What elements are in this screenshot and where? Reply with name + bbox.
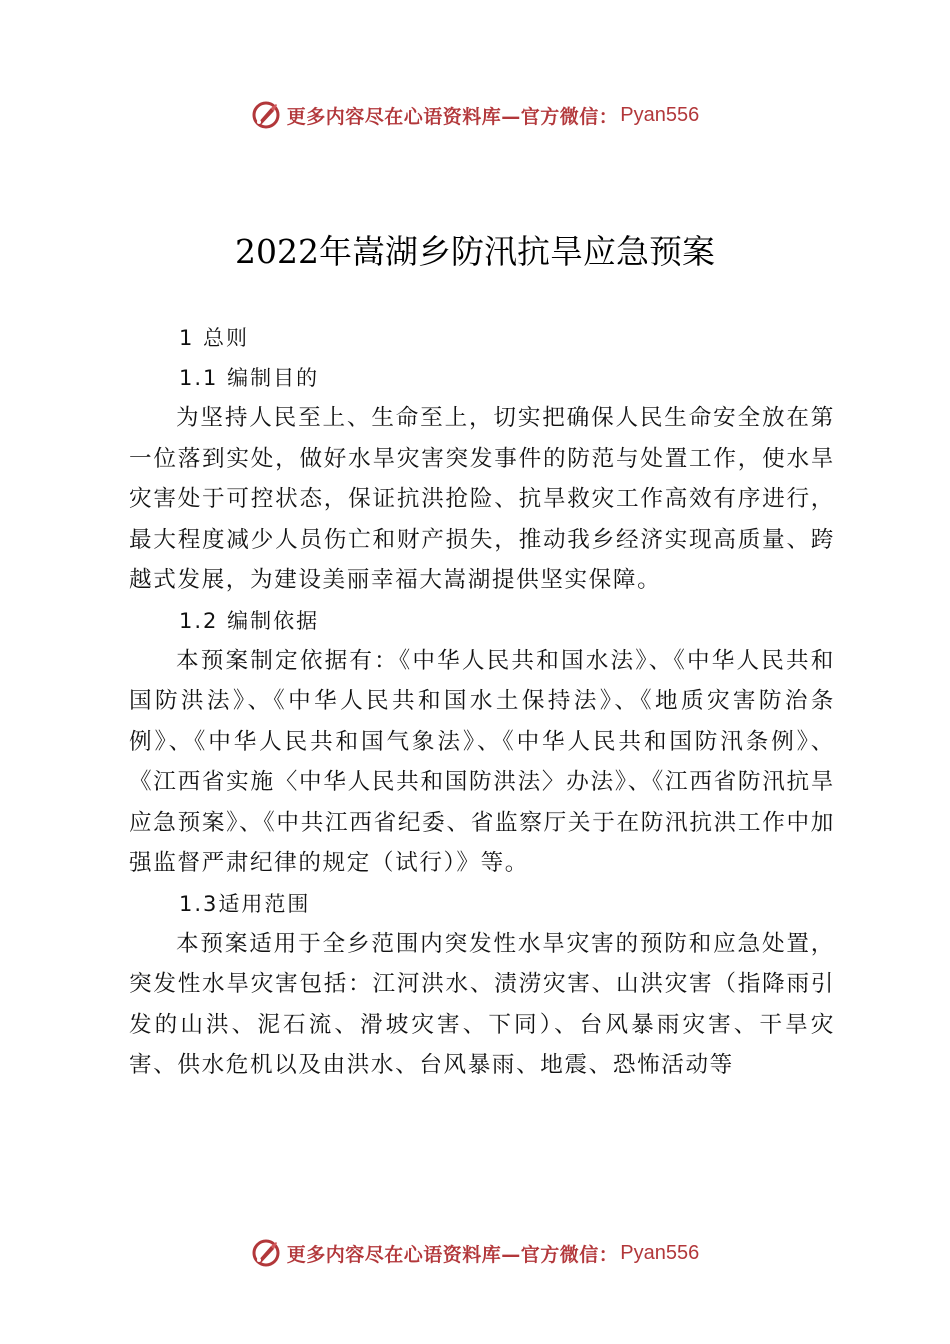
section-heading-basis: 1.2 编制依据 — [179, 608, 320, 633]
document-title: 2022年嵩湖乡防汛抗旱应急预案 — [235, 232, 715, 271]
banner-wechat-id: Pyan556 — [620, 1241, 700, 1264]
banner-text: 更多内容尽在心语资料库—官方微信： — [286, 1243, 619, 1266]
pen-logo-icon — [251, 1238, 281, 1268]
pen-logo-icon — [251, 100, 281, 130]
section-heading-general: 1 总则 — [179, 326, 250, 350]
document-body — [129, 318, 835, 1086]
banner-text: 更多内容尽在心语资料库—官方微信： — [286, 105, 619, 128]
header-banner — [0, 95, 950, 135]
paragraph-scope: 本预案适用于全乡范围内突发性水旱灾害的预防和应急处置，突发性水旱灾害包括：江河洪水、渍涝灾害、山洪灾害（指降雨引发的山洪、泥石流、滑坡灾害、下同）、台风暴雨灾害、干旱灾害、供水危机以及由洪水、台风暴雨、地震、恐怖活动等 — [129, 930, 835, 1078]
banner-wechat-id: Pyan556 — [620, 103, 700, 126]
section-heading-scope: 1.3适用范围 — [179, 891, 311, 916]
footer-banner — [0, 1233, 950, 1273]
paragraph-purpose: 为坚持人民至上、生命至上，切实把确保人民生命安全放在第一位落到实处，做好水旱灾害突发事件的防范与处置工作，使水旱灾害处于可控状态，保证抗洪抢险、抗旱救灾工作高效有序进行，最大程度减少人员伤亡和财产损失，推动我乡经济实现高质量、跨越式发展，为建设美丽幸福大嵩湖提供坚实保障。 — [129, 405, 835, 593]
paragraph-basis: 本预案制定依据有：《中华人民共和国水法》、《中华人民共和国防洪法》、《中华人民共和国水土保持法》、《地质灾害防治条例》、《中华人民共和国气象法》、《中华人民共和国防汛条例》、《江西省实施〈中华人民共和国防洪法〉办法》、《江西省防汛抗旱应急预案》、《中共江西省纪委、省监察厅关于在防汛抗洪工作中加强监督严肃纪律的规定（试行）》等。 — [129, 647, 835, 876]
section-heading-purpose: 1.1 编制目的 — [179, 366, 320, 390]
